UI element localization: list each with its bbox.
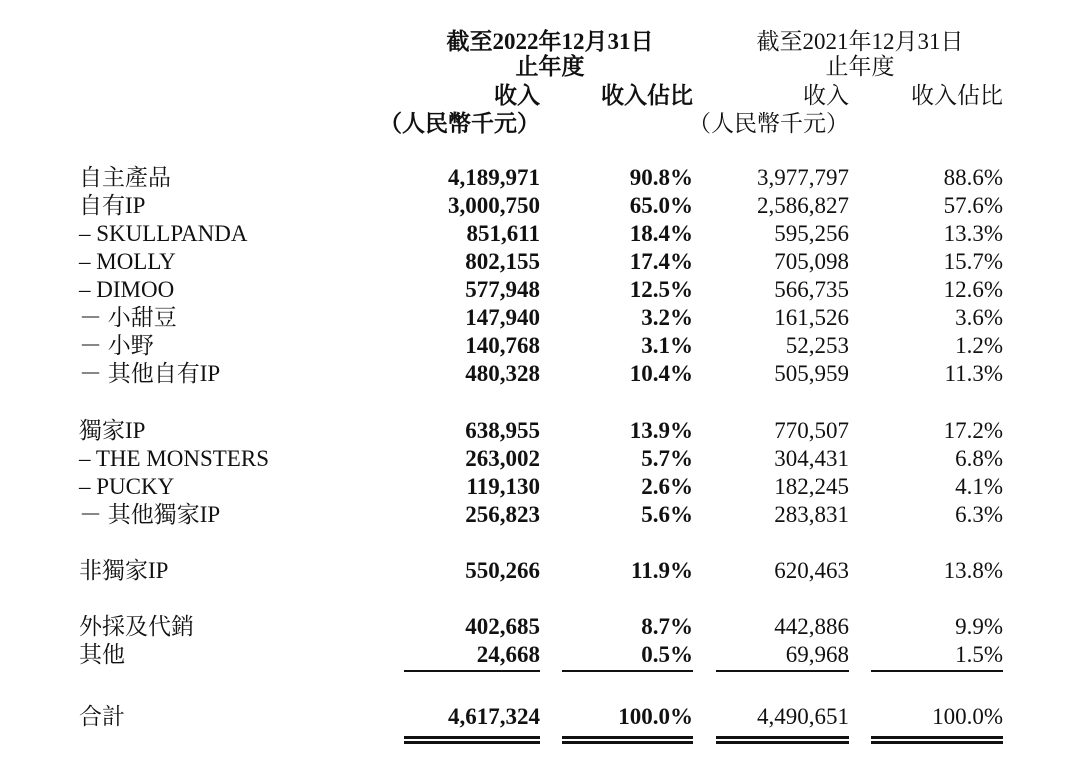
total-revenue-2021: 4,490,651 [757,704,849,729]
share-2021-cell: 13.3% [943,221,1003,246]
period-2022-suffix: 止年度 [515,54,585,79]
unit-2022-col-header: （人民幣千元） [379,111,540,136]
period-2022-header: 截至2022年12月31日 [446,29,654,54]
row-label: － 小甜豆 [79,305,177,330]
total-label: 合計 [79,704,125,729]
revenue-2022-cell: 263,002 [465,446,540,471]
row-label: 非獨家IP [79,558,169,583]
revenue-2021-cell: 566,735 [774,277,849,302]
share-2021-cell: 15.7% [943,249,1003,274]
revenue-2022-cell: 4,189,971 [448,165,540,190]
share-2022-cell: 17.4% [629,249,693,274]
share-2021-cell: 1.5% [955,642,1003,667]
share-2021-cell: 13.8% [943,558,1003,583]
share-2021-cell: 4.1% [955,474,1003,499]
share-2021-cell: 6.3% [955,502,1003,527]
share-2022-cell: 5.7% [641,446,693,471]
subtotal-rule [404,670,540,672]
row-label: 其他 [79,642,125,667]
period-2021-header: 截至2021年12月31日 [756,29,964,54]
revenue-2022-cell: 147,940 [465,305,540,330]
share-2022-cell: 2.6% [641,474,693,499]
row-label: – PUCKY [79,474,175,499]
row-label: 外採及代銷 [79,614,194,639]
share-2022-col-header: 收入佔比 [601,83,693,108]
subtotal-rule [871,670,1003,672]
revenue-2022-cell: 638,955 [465,418,540,443]
share-2021-cell: 1.2% [955,333,1003,358]
revenue-2021-cell: 3,977,797 [757,165,849,190]
subtotal-rule [562,670,693,672]
share-2022-cell: 18.4% [629,221,693,246]
row-label: 自主產品 [79,165,171,190]
share-2022-cell: 10.4% [629,361,693,386]
row-label: – SKULLPANDA [79,221,248,246]
revenue-2022-cell: 802,155 [465,249,540,274]
total-double-rule [716,736,849,744]
revenue-2022-cell: 24,668 [476,642,540,667]
revenue-2021-cell: 505,959 [774,361,849,386]
total-double-rule [562,736,693,744]
row-label: 獨家IP [79,418,146,443]
revenue-2021-cell: 304,431 [774,446,849,471]
revenue-2021-cell: 595,256 [774,221,849,246]
share-2021-cell: 17.2% [943,418,1003,443]
row-label: – DIMOO [79,277,175,302]
share-2021-cell: 57.6% [943,193,1003,218]
share-2021-cell: 12.6% [943,277,1003,302]
row-label: – THE MONSTERS [79,446,269,471]
revenue-2021-cell: 705,098 [774,249,849,274]
revenue-2022-cell: 256,823 [465,502,540,527]
row-label: － 其他自有IP [79,361,221,386]
revenue-2021-cell: 52,253 [785,333,849,358]
revenue-2021-cell: 2,586,827 [757,193,849,218]
revenue-2021-cell: 442,886 [774,614,849,639]
revenue-2021-cell: 182,245 [774,474,849,499]
revenue-2022-cell: 119,130 [466,474,540,499]
row-label: – MOLLY [79,249,176,274]
share-2022-cell: 90.8% [629,165,693,190]
share-2022-cell: 12.5% [629,277,693,302]
share-2021-cell: 88.6% [943,165,1003,190]
subtotal-rule [716,670,849,672]
total-share-2022: 100.0% [618,704,693,729]
share-2021-cell: 3.6% [955,305,1003,330]
total-double-rule [404,736,540,744]
row-label: 自有IP [79,193,146,218]
revenue-2022-cell: 3,000,750 [448,193,540,218]
revenue-2021-cell: 69,968 [785,642,849,667]
total-double-rule [871,736,1003,744]
row-label: － 其他獨家IP [79,502,221,527]
period-2021-suffix: 止年度 [825,54,895,79]
revenue-2021-cell: 620,463 [774,558,849,583]
unit-2021-col-header: （人民幣千元） [688,111,849,136]
share-2022-cell: 13.9% [629,418,693,443]
revenue-2021-col-header: 收入 [803,83,849,108]
share-2022-cell: 0.5% [641,642,693,667]
revenue-2022-cell: 480,328 [465,361,540,386]
share-2022-cell: 5.6% [641,502,693,527]
share-2022-cell: 3.1% [641,333,693,358]
share-2021-cell: 11.3% [944,361,1003,386]
revenue-2021-cell: 283,831 [774,502,849,527]
row-label: － 小野 [79,333,154,358]
share-2021-col-header: 收入佔比 [911,83,1003,108]
revenue-2022-cell: 140,768 [465,333,540,358]
share-2022-cell: 3.2% [641,305,693,330]
share-2021-cell: 9.9% [955,614,1003,639]
revenue-2022-cell: 577,948 [465,277,540,302]
total-share-2021: 100.0% [932,704,1003,729]
revenue-2022-cell: 550,266 [465,558,540,583]
revenue-2022-cell: 402,685 [465,614,540,639]
revenue-2022-cell: 851,611 [466,221,540,246]
total-revenue-2022: 4,617,324 [448,704,540,729]
share-2022-cell: 11.9% [631,558,693,583]
share-2022-cell: 8.7% [641,614,693,639]
revenue-2022-col-header: 收入 [494,83,540,108]
revenue-2021-cell: 161,526 [774,305,849,330]
share-2021-cell: 6.8% [955,446,1003,471]
revenue-2021-cell: 770,507 [774,418,849,443]
share-2022-cell: 65.0% [629,193,693,218]
